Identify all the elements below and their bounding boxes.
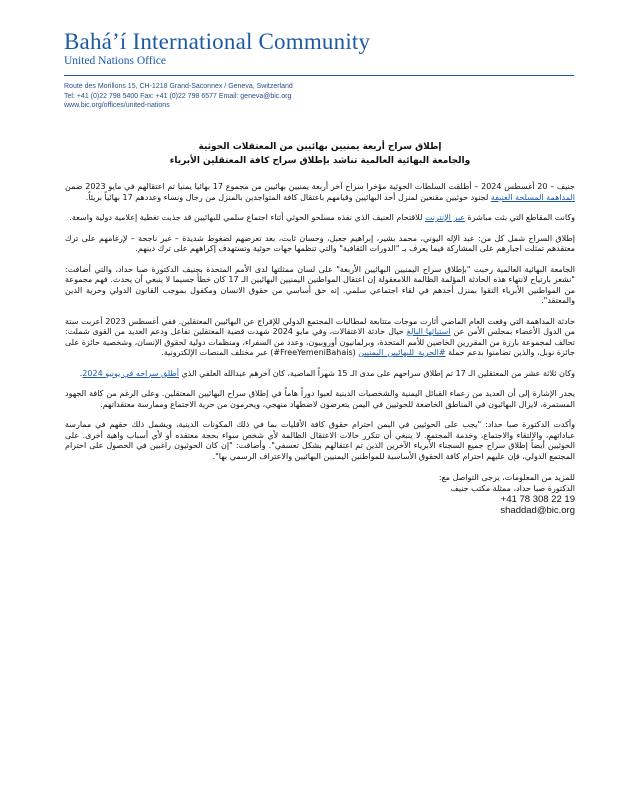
address-line: Route des Morillons 15, CH-1218 Grand-Saconnex / Geneva, Switzerland	[64, 83, 293, 90]
contact-email[interactable]: shaddad@bic.org	[500, 505, 575, 516]
title-line-1: إطلاق سراح أربعة يمنيين بهائيين من المعتقلات الحوثية	[198, 142, 442, 152]
paragraph-3: إطلاق السراح شمل كل من: عبد الإله اليوني، محمد بشير، إبراهيم جعبل، وحسان ثابت، بعد تعرضهم لضغوط شديدة – غير ناجحة – لإرغامهم على ترك معتقدهم تمثلت اجبارهم على المشاركة فيما يعرف بـ "الدورات الثقافية" والتي تنظمها جهات حوثية وتستهدف إكراههم على ترك دينهم.	[65, 233, 575, 253]
letterhead	[64, 30, 584, 111]
contact-phone: +41 78 308 22 19	[500, 494, 575, 505]
website-line: www.bic.org/offices/united-nations	[64, 102, 170, 109]
paragraph-5	[65, 317, 575, 359]
letterhead-divider	[64, 75, 574, 76]
paragraph-7: يجدر الإشارة إلى أن العديد من زعماء القبائل اليمنية والشخصيات الدينية لعبوا دوراً هاماً في إطلاق سراح البهائيين المعتقلين. وعلى الرغم من كافة الجهود المستمرة، لايزال البهائيون في المناطق الخاضعة للحوثيين في اليمن يتعرضون لاضطهاد منهجي، ويحرمون من حرية الاجتماع وممارسة معتقداتهم.	[65, 389, 575, 409]
phone-email-line: Tel: +41 (0)22 798 5400 Fax: +41 (0)22 798 6577 Email: geneva@bic.org	[64, 92, 292, 100]
paragraph-text: وكانت المقاطع التي بثت مباشرة	[465, 213, 575, 222]
online-video-link[interactable]: عبر الإنترنت	[424, 213, 466, 222]
paragraph-1	[65, 182, 575, 203]
paragraph-2	[65, 213, 575, 224]
paragraph-text: للاقتحام العنيف الذي نفذه مسلحو الحوثي أثناء اجتماع سلمي للبهائيين قد جذبت تغطية إعلامية دولية واسعة.	[69, 213, 425, 222]
press-release-body	[65, 131, 575, 786]
paragraph-text: لجنود حوثيين مقنعين لمنزل أحد البهائيين وقيامهم باعتقال كافة المتواجدين بالمنزل من رجال ونساء وعددهم 17 بهائياً بريئاً.	[85, 192, 491, 202]
organization-name: Bahá’í International Community	[64, 29, 371, 54]
title-line-2: والجامعة البهائية العالمية تناشد بإطلاق سراح كافة المعتقلين الأبرياء	[169, 156, 471, 166]
paragraph-text: (FreeYemeniBahais#) عبر مختلف المنصات الإلكترونية.	[161, 348, 359, 357]
paragraph-text: جنيف – 20 أغسطس 2024 – أطلقت السلطات الحوثية مؤخرا سراح آخر أربعة يمنيين بهائيين من مجموع 17 بهائيا يمنيا تم اعتقالهم في مايو 2023 ضمن	[65, 182, 575, 191]
contact-block	[64, 82, 584, 111]
paragraph-text: حيال حادثة الاعتقالات، وفي مايو 2024 شهدت قضية المعتقلين تفاعل ودعم العديد من القوى شملت: تحالف لمجموعة بارزة من المقررين الخاصين للأمم المتحدة، وبرلمانيون أوروبيون، وعدد من السفراء، ومنظمات دولية لحقوق الإنسان، وشخصية حائزة على جائزة نوبل، والذين تضامنوا بدعم حملة	[65, 327, 575, 357]
press-release-title	[65, 141, 575, 168]
paragraph-text: .	[79, 368, 83, 378]
contact-name: الدكتورة صبا حداد، ممثلة مكتب جنيف	[450, 484, 575, 493]
paragraph-8: وأكدت الدكتورة صبا حداد: "يجب على الحوثيين في اليمن احترام حقوق كافة الأقليات بما في ذلك المكونات الدينية، ويشمل ذلك حقهم في ممارسة عباداتهم، والالتقاء والاجتماع، وخدمة المجتمع. لا ينبغي أن تتكرر حالات الاعتقال الظالمة لأي شخص سواء بحجة معتقده أو لأي أسباب واهية أخرى. على الحوثيين أيضاً إطلاق سراح جميع السجناء الأبرياء الآخرين الذين تم اعتقالهم بشكل تعسفي". وأضافت: "إن كان الحوثيون راغبين في الحصول على احترام المجتمع الدولي، فإن عليهم احترام كافة الحقوق الأساسية للمواطنين اليمنيين البهائيين والاعتراف الرسمي بها".	[65, 420, 575, 461]
security-council-link[interactable]: استيائها البالغ	[406, 327, 451, 336]
campaign-hashtag-link[interactable]: #الحرية_للبهائيين_اليمنيين	[358, 348, 446, 357]
paragraph-text: حادثة المداهمة التي وقعت العام الماضي أثارت موجات متتابعة لمطالبات المجتمع الدولي للإفراج عن البهائيين المعتقلين. ففي أغسطس 2023 أعربت ستة من الدول الأعضاء بمجلس الأمن عن	[65, 316, 575, 336]
media-contact	[65, 472, 575, 516]
paragraph-6	[65, 369, 575, 380]
armed-raid-link[interactable]: المداهمة المسلحة العنيفة	[490, 192, 575, 202]
paragraph-4: الجامعة البهائية العالمية رحبت "بإطلاق سراح اليمنيين البهائيين الأربعة" على لسان ممثلتها لدى الأمم المتحدة بجنيف الدكتورة صبا حداد، والتي أضافت: "نشعر بارتياح لانتهاء هذه الحادثة المؤلمة الظالمة اللامعقولة إن اعتقال المواطنين اليمنيين البهائيين الـ 17 كان خطأ جسيما لا ينبغي أن يحدث. فهم مجموعة من المواطنين الأبرياء التقوا بمنزل أحدهم في لقاء اجتماعي سلمي. إنه حق أساسي من حقوق الانسان ومكفول بموجب القانون الدولي وحرية الدين والمعتقد".	[65, 264, 575, 305]
contact-intro: للمزيد من المعلومات، يرجى التواصل مع:	[438, 473, 575, 482]
office-name: United Nations Office	[64, 55, 166, 67]
paragraph-text: وكان ثلاثة عشر من المعتقلين الـ 17 تم إطلاق سراحهم على مدى الـ 15 شهراً الماضية، كان آخرهم عبدالله العلفي الذي	[178, 368, 575, 378]
june-release-link[interactable]: أطلق سراحه في يونيو 2024	[82, 368, 179, 378]
